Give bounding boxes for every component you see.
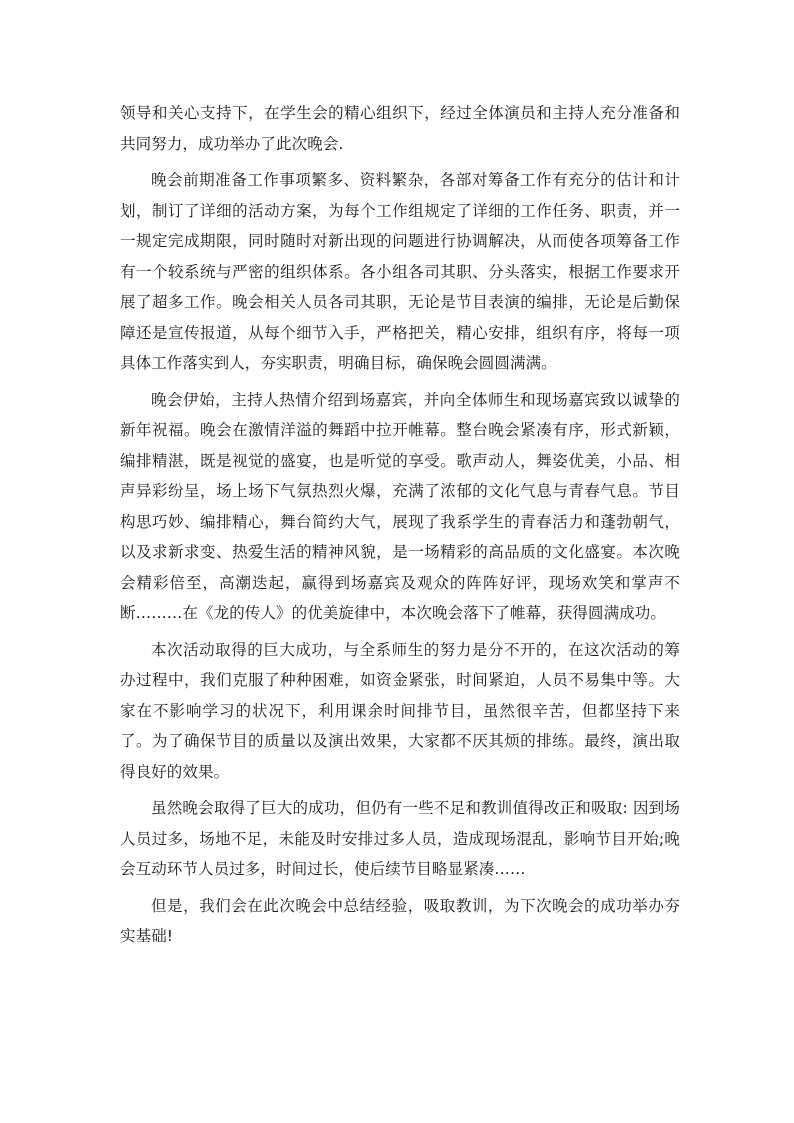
paragraph-shortcomings: 虽然晚会取得了巨大的成功，但仍有一些不足和教训值得改正和吸取: 因到场人员过多，场地不足，未能及时安排过多人员，造成现场混乱，影响节目开始;晚会互动环节人员过多，时间过长，使后续节目略显紧凑…… bbox=[120, 799, 680, 878]
paragraph-preparation: 晚会前期准备工作事项繁多、资料繁杂，各部对筹备工作有充分的估计和计划，制订了详细的活动方案，为每个工作组规定了详细的工作任务、职责，并一一规定完成期限，同时随时对新出现的问题进行协调解决，从而使各项筹备工作有一个较系统与严密的组织体系。各小组各司其职、分头落实，根据工作要求开展了超多工作。晚会相关人员各司其职，无论是节目表演的编排，无论是后勤保障还是宣传报道，从每个细节入手，严格把关，精心安排，组织有序，将每一项具体工作落实到人，夯实职责，明确目标，确保晚会圆圆满满。 bbox=[120, 171, 680, 372]
paragraph-continuation: 领导和关心支持下，在学生会的精心组织下，经过全体演员和主持人充分准备和共同努力，成功举办了此次晚会. bbox=[120, 104, 680, 153]
paragraph-performance: 晚会伊始，主持人热情介绍到场嘉宾，并向全体师生和现场嘉宾致以诚挚的新年祝福。晚会在激情洋溢的舞蹈中拉开帷幕。整台晚会紧凑有序，形式新颖，编排精湛，既是视觉的盛宴，也是听觉的享受。歌声动人，舞姿优美，小品、相声异彩纷呈，场上场下气氛热烈火爆，充满了浓郁的文化气息与青春气息。节目构思巧妙、编排精心，舞台简约大气，展现了我系学生的青春活力和蓬勃朝气，以及求新求变、热爱生活的精神风貌，是一场精彩的高品质的文化盛宴。本次晚会精彩倍至，高潮迭起，赢得到场嘉宾及观众的阵阵好评，现场欢笑和掌声不断………在《龙的传人》的优美旋律中，本次晚会落下了帷幕，获得圆满成功。 bbox=[120, 390, 680, 622]
paragraph-effort: 本次活动取得的巨大成功，与全系师生的努力是分不开的，在这次活动的筹办过程中，我们克服了种种困难，如资金紧张，时间紧迫，人员不易集中等。大家在不影响学习的状况下，利用课余时间排节目，虽然很辛苦，但都坚持下来了。为了确保节目的质量以及演出效果，大家都不厌其烦的排练。最终，演出取得良好的效果。 bbox=[120, 640, 680, 781]
document-body bbox=[120, 98, 680, 958]
paragraph-conclusion: 但是，我们会在此次晚会中总结经验，吸取教训，为下次晚会的成功举办夯实基础! bbox=[120, 896, 680, 945]
